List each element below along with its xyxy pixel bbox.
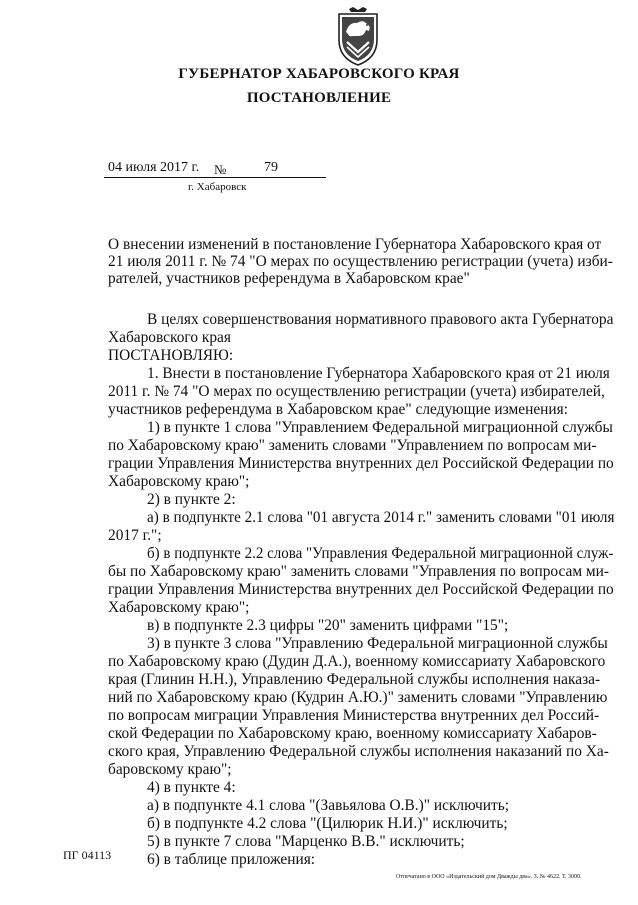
body-line: 4) в пункте 4: (147, 779, 236, 796)
body-line: по Хабаровскому краю" заменить словами "Управлением по вопросам ми- (108, 437, 597, 454)
authority-heading: ГУБЕРНАТОР ХАБАРОВСКОГО КРАЯ (178, 66, 460, 82)
body-line: 2) в пункте 2: (147, 491, 236, 508)
body-line: 2017 г."; (108, 527, 162, 544)
body-line: ского края, Управлению Федеральной службы исполнения наказаний по Ха- (108, 743, 609, 760)
printer-note: Отпечатано в ООО «Издательский дом Дважды два». З. № 4622. Т. 3000. (396, 874, 582, 880)
body-line: б) в подпункте 4.2 слова "(Цилюрик Н.И.)" исключить; (147, 815, 508, 832)
body-line: ний по Хабаровскому краю (Кудрин А.Ю.)" заменить словами "Управлению (108, 689, 608, 706)
body-line: баровскому краю"; (108, 761, 232, 778)
form-code: ПГ 04113 (63, 848, 112, 862)
body-line: Хабаровскому краю"; (108, 473, 250, 490)
body-line: в) в подпункте 2.3 цифры "20" заменить цифрами "15"; (147, 617, 509, 634)
title-line: рателей, участников референдума в Хабаровском крае" (108, 270, 470, 287)
document-number: 79 (264, 160, 278, 175)
body-line: по Хабаровскому краю (Дудин Д.А.), военному комиссариату Хабаровского (108, 653, 606, 670)
body-line: края (Глинин Н.Н.), Управлению Федеральной службы исполнения наказа- (108, 671, 601, 688)
document-date: 04 июля 2017 г. (108, 160, 200, 175)
body-line: б) в подпункте 2.2 слова "Управления Федеральной миграционной служ- (147, 545, 614, 562)
body-line: 1. Внести в постановление Губернатора Хабаровского края от 21 июля (147, 365, 610, 382)
body-line: участников референдума в Хабаровском крае" следующие изменения: (108, 401, 568, 418)
body-line: В целях совершенствования нормативного правового акта Губернатора (147, 311, 614, 328)
body-line: 6) в таблице приложения: (147, 851, 316, 868)
date-underline (104, 177, 326, 178)
body-line: 2011 г. № 74 "О мерах по осуществлению регистрации (учета) избирателей, (108, 383, 605, 400)
body-line: 3) в пункте 3 слова "Управлению Федеральной миграционной службы (147, 635, 608, 652)
body-line: а) в подпункте 4.1 слова "(Завьялова О.В.)" исключить; (147, 797, 510, 814)
coat-of-arms-icon (333, 6, 383, 66)
body-line: ПОСТАНОВЛЯЮ: (108, 347, 234, 364)
title-line: О внесении изменений в постановление Губернатора Хабаровского края от (108, 236, 602, 253)
body-line: грации Управления Министерства внутренних дел Российской Федерации по (108, 455, 614, 472)
body-line: бы по Хабаровскому краю" заменить словами "Управления по вопросам ми- (108, 563, 610, 580)
document-type-heading: ПОСТАНОВЛЕНИЕ (246, 90, 392, 106)
number-sign: № (214, 162, 227, 177)
document-city: г. Хабаровск (188, 181, 247, 193)
body-line: 5) в пункте 7 слова "Марценко В.В." исключить; (147, 833, 465, 850)
body-line: а) в подпункте 2.1 слова "01 августа 2014 г." заменить словами "01 июля (147, 509, 615, 526)
body-line: ской Федерации по Хабаровскому краю, военному комиссариату Хабаров- (108, 725, 597, 742)
body-line: по вопросам миграции Управления Министерства внутренних дел Россий- (108, 707, 600, 724)
body-line: Хабаровскому краю"; (108, 599, 250, 616)
body-line: грации Управления Министерства внутренних дел Российской Федерации по (108, 581, 614, 598)
body-line: 1) в пункте 1 слова "Управлением Федеральной миграционной службы (147, 419, 613, 436)
body-line: Хабаровского края (108, 329, 231, 346)
title-line: 21 июля 2011 г. № 74 "О мерах по осуществлению регистрации (учета) изби- (108, 253, 613, 270)
